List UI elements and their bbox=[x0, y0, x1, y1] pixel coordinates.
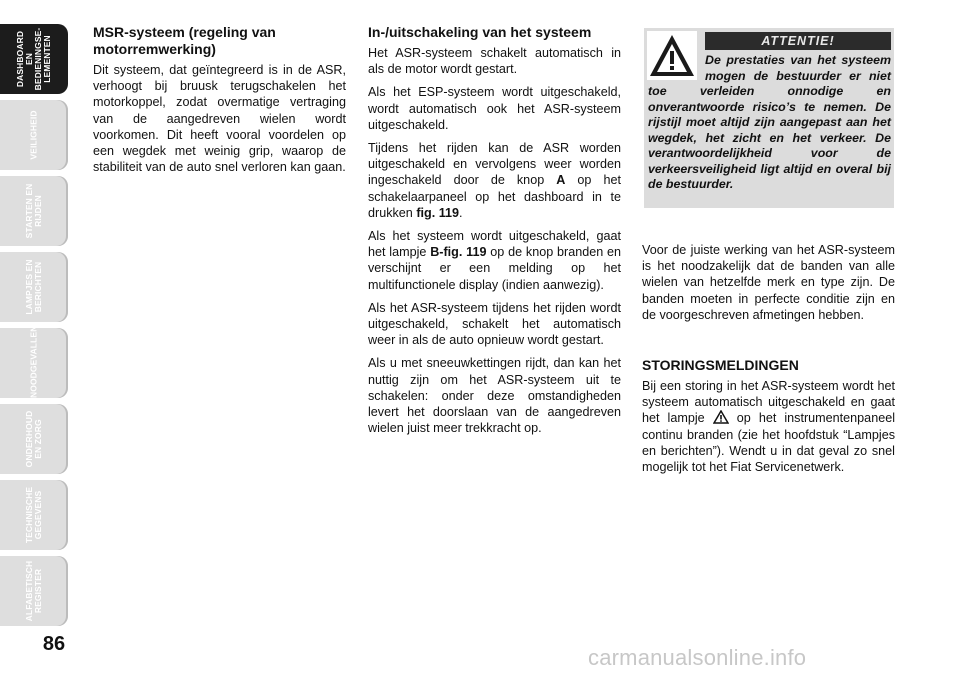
figure-ref: B-fig. 119 bbox=[430, 245, 487, 260]
paragraph-msr: Dit systeem, dat geïntegreerd is in de ASR, verhoogt bij bruusk terugschakelen het motorkoppel, zodat overmatige vertraging van de aangedreven wielen wordt voorkomen. Dit heeft vooral voordelen op een wegdek met weinig grip, waarop de stabiliteit van de auto snel verloren kan gaan. bbox=[93, 63, 346, 175]
tab-technische-gegevens[interactable] bbox=[0, 480, 68, 550]
paragraph: Als u met sneeuwkettingen rijdt, dan kan het nuttig zijn om het ASR-systeem uit te schakelen: onder deze omstandigheden levert het doorslaan van de aangedreven wielen juist meer trekkracht op. bbox=[368, 356, 621, 436]
text-run: Tijdens het rijden kan de ASR worden uitgeschakeld en vervolgens weer worden ingeschakeld door de knop bbox=[368, 141, 621, 188]
tab-noodgevallen[interactable] bbox=[0, 325, 68, 398]
paragraph: Als het ESP-systeem wordt uitgeschakeld, wordt automatisch ook het ASR-systeem uitgeschakeld. bbox=[368, 85, 621, 132]
tab-dashboard[interactable] bbox=[0, 24, 68, 94]
section-heading-msr: MSR-systeem (regeling van motorremwerking) bbox=[93, 24, 276, 57]
text-run: op het schakelaarpaneel op het dashboard in te drukken bbox=[368, 173, 621, 220]
paragraph-tyres: Voor de juiste werking van het ASR-systeem is het noodzakelijk dat de banden van alle wielen van hetzelfde merk en type zijn. De banden moeten in perfecte conditie zijn en de voorgeschreven afmetingen hebben. bbox=[642, 243, 895, 322]
tab-label: TECHNISCHE GEGEVENS bbox=[24, 486, 43, 544]
tab-starten-en-rijden[interactable] bbox=[0, 176, 68, 246]
tab-label: VEILIGHEID bbox=[28, 110, 39, 160]
paragraph: Het ASR-systeem schakelt automatisch in als de motor wordt gestart. bbox=[368, 46, 621, 77]
text-run: Als het systeem wordt uitgeschakeld, gaat het lampje bbox=[368, 229, 621, 260]
section-heading-activation: In-/uitschakeling van het systeem bbox=[368, 24, 592, 40]
tab-veiligheid[interactable] bbox=[0, 100, 68, 170]
tab-label: DASHBOARD EN BEDIENINGSE- LEMENTEN bbox=[15, 27, 52, 91]
figure-ref: fig. 119 bbox=[416, 205, 460, 220]
icon-spacer bbox=[648, 53, 705, 82]
watermark: carmanualsonline.info bbox=[588, 645, 807, 670]
column-tyres-faults bbox=[642, 242, 895, 482]
warning-title: ATTENTIE! bbox=[705, 32, 891, 50]
tab-lampjes-en-berichten[interactable] bbox=[0, 252, 68, 322]
tab-label: ALFABETISCH REGISTER bbox=[24, 560, 43, 622]
tab-label: LAMPJES EN BERICHTEN bbox=[24, 259, 43, 315]
tab-label: NOODGEVALLEN bbox=[28, 325, 39, 398]
paragraph bbox=[368, 140, 621, 221]
tab-alfabetisch-register[interactable] bbox=[0, 556, 68, 626]
tab-label: ONDERHOUD EN ZORG bbox=[24, 410, 43, 468]
warning-text-block bbox=[648, 53, 891, 193]
paragraph-faults bbox=[642, 378, 895, 475]
page-number: 86 bbox=[42, 633, 66, 655]
column-activation bbox=[368, 24, 621, 443]
button-key-ref: A bbox=[556, 173, 566, 188]
text-run: . bbox=[459, 205, 463, 220]
warning-box bbox=[644, 28, 894, 208]
asr-warning-lamp-icon bbox=[713, 410, 729, 424]
column-msr bbox=[93, 24, 346, 182]
paragraph bbox=[368, 228, 621, 293]
tab-label: STARTEN EN RIJDEN bbox=[24, 183, 43, 239]
text-run: op de knop branden en verschijnt er een melding op het multifunctionele display (indien aanwezig). bbox=[368, 245, 622, 292]
tab-onderhoud-en-zorg[interactable] bbox=[0, 404, 68, 474]
section-heading-faults: STORINGSMELDINGEN bbox=[642, 357, 799, 374]
text-run: op het instrumentenpaneel continu branden (zie het hoofdstuk “Lampjes en berichten”). Wendt u in dat geval zo snel mogelijk tot het Fiat Servicenetwerk. bbox=[642, 411, 896, 475]
warning-text: De prestaties van het systeem mogen de bestuurder er niet toe verleiden onnodige en onverantwoorde risico’s te nemen. De rijstijl moet altijd zijn aangepast aan het wegdek, het zicht en het verkeer. De verantwoordelijkheid voor de verkeersveiligheid ligt altijd en overal bij de bestuurder. bbox=[648, 53, 891, 191]
text-run: Bij een storing in het ASR-systeem wordt het systeem automatisch uitgeschakeld en gaat het lampje bbox=[642, 379, 895, 426]
paragraph: Als het ASR-systeem tijdens het rijden wordt uitgeschakeld, schakelt het automatisch weer in als de auto opnieuw wordt gestart. bbox=[368, 300, 621, 348]
